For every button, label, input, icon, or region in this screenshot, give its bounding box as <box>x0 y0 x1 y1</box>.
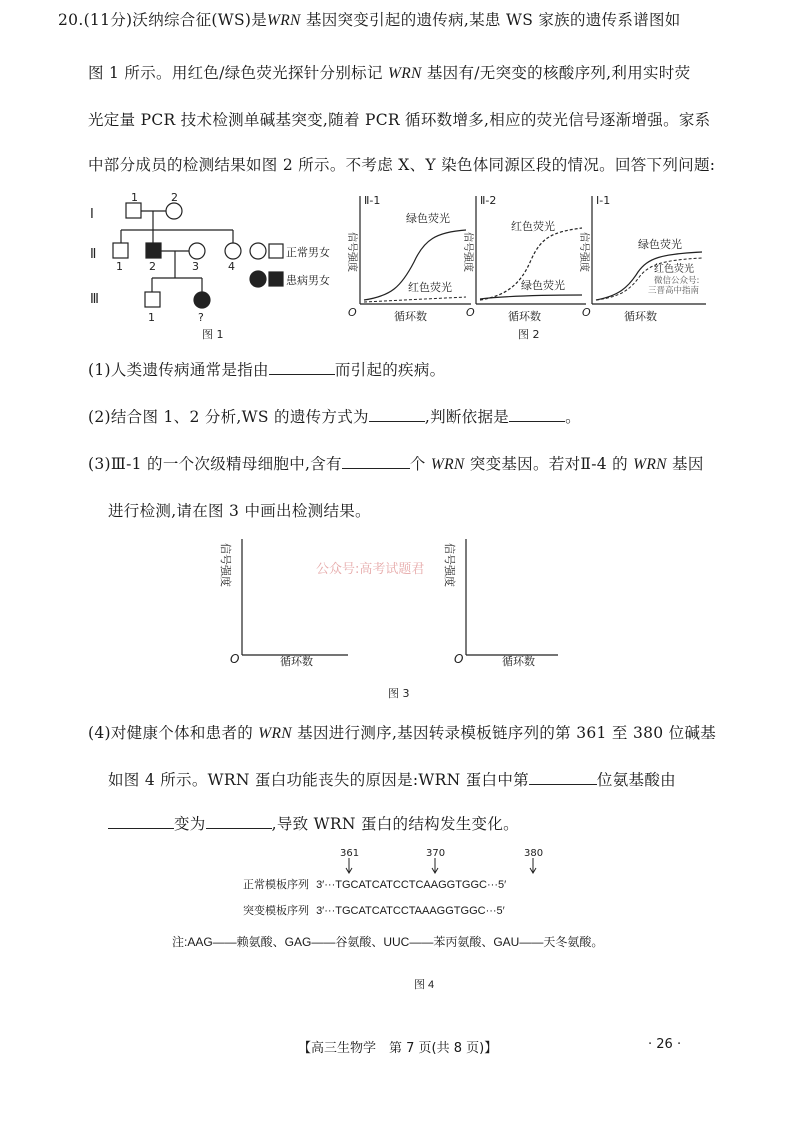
ii2-affected-male <box>146 243 161 258</box>
gen-label-3: Ⅲ <box>90 292 99 307</box>
text: 如图 4 所示。WRN 蛋白功能丧失的原因是:WRN 蛋白中第 <box>108 771 529 789</box>
label: ? <box>198 311 204 324</box>
subquestion-4-line-3 <box>108 812 519 834</box>
codon-note: 注:AAG——赖氨酸、GAG——谷氨酸、UUC——苯丙氨酸、GAU——天冬氨酸。 <box>172 935 604 949</box>
panel-ii-1 <box>346 194 471 323</box>
panel-title: Ⅰ-1 <box>596 194 611 207</box>
y-axis-label: 信号强度 <box>462 232 473 272</box>
gene-name: WRN <box>267 12 301 29</box>
answer-blank-4a[interactable] <box>529 770 597 785</box>
watermark: 公众号:高考试题君 <box>316 562 425 577</box>
origin: O <box>230 652 240 666</box>
figure-4-caption: 图 4 <box>414 979 435 991</box>
subquestion-4 <box>88 721 716 743</box>
x-axis-label: 循环数 <box>624 310 657 323</box>
text: 。 <box>565 408 581 426</box>
panel-title: Ⅱ-2 <box>480 194 497 207</box>
text: 基因有/无突变的核酸序列,利用实时荧 <box>426 64 691 82</box>
question-line-3: 光定量 PCR 技术检测单碱基突变,随着 PCR 循环数增多,相应的荧光信号逐渐增强。家系 <box>88 111 711 129</box>
x-axis-label: 循环数 <box>280 655 313 668</box>
figure-4-markers <box>330 845 560 877</box>
answer-blank-4b[interactable] <box>108 814 174 829</box>
gene-name: WRN <box>258 725 292 742</box>
question-line-2 <box>88 61 690 83</box>
text: (1)人类遗传病通常是指由 <box>88 361 269 379</box>
answer-blank-2a[interactable] <box>369 407 425 422</box>
y-axis-label: 信号强度 <box>219 543 232 587</box>
green-label: 绿色荧光 <box>638 238 682 251</box>
x-axis-label: 循环数 <box>502 655 535 668</box>
answer-blank-3[interactable] <box>342 454 410 469</box>
answer-blank-4c[interactable] <box>206 814 272 829</box>
text: (4)对健康个体和患者的 <box>88 724 254 742</box>
question-score: (11分) <box>83 11 133 29</box>
legend-sick-male <box>269 272 283 286</box>
ii1-normal-male <box>113 243 128 258</box>
green-label: 绿色荧光 <box>521 279 565 292</box>
red-label: 红色荧光 <box>654 264 694 275</box>
red-curve <box>364 297 466 302</box>
pedigree-figure <box>88 188 340 343</box>
figure-1-caption: 图 1 <box>202 328 224 341</box>
gen-label-2: Ⅱ <box>90 247 97 262</box>
watermark: 微信公众号: <box>654 276 700 286</box>
text: ,导致 WRN 蛋白的结构发生变化。 <box>271 815 519 833</box>
label: 3 <box>192 260 199 273</box>
legend-sick-label: 患病男女 <box>286 274 330 287</box>
subquestion-2 <box>88 405 581 427</box>
figure-3-caption: 图 3 <box>388 687 410 700</box>
iii2-affected-female <box>194 292 210 308</box>
normal-template-sequence: 3′···TGCATCATCCTCAAGGTGGC···5′ <box>316 879 507 891</box>
panel-title: Ⅱ-1 <box>364 194 381 207</box>
normal-template-label: 正常模板序列 <box>243 879 309 891</box>
answer-blank-2b[interactable] <box>509 407 565 422</box>
gene-name: WRN <box>430 456 465 473</box>
text: (3)Ⅲ-1 的一个次级精母细胞中,含有 <box>88 455 342 473</box>
text: 变为 <box>174 815 206 833</box>
legend-sick-female <box>250 271 266 287</box>
text: 基因 <box>672 455 704 473</box>
figure-3 <box>218 535 558 705</box>
figure-2 <box>346 192 746 344</box>
question-line-4: 中部分成员的检测结果如图 2 所示。不考虑 X、Y 染色体同源区段的情况。回答下列问题: <box>88 156 716 174</box>
y-axis-label: 信号强度 <box>443 543 456 587</box>
iii1-normal-male <box>145 292 160 307</box>
position-361: 361 <box>340 848 360 859</box>
green-curve <box>480 295 582 299</box>
text: ,判断依据是 <box>424 408 510 426</box>
origin: O <box>348 306 357 319</box>
label: 2 <box>149 260 156 273</box>
text: 沃纳综合征(WS)是 <box>132 11 268 29</box>
gene-name: WRN <box>633 456 667 473</box>
panel-i-1 <box>578 194 706 323</box>
origin: O <box>466 306 475 319</box>
x-axis-label: 循环数 <box>508 310 541 323</box>
x-axis-label: 循环数 <box>394 310 427 323</box>
legend-normal-label: 正常男女 <box>286 246 330 259</box>
question-number: 20. <box>58 11 84 29</box>
origin: O <box>454 652 464 666</box>
legend-normal-female <box>250 243 266 259</box>
label: 1 <box>148 311 155 324</box>
mutant-template-label: 突变模板序列 <box>243 905 309 917</box>
label: 2 <box>171 191 178 204</box>
text: (2)结合图 1、2 分析,WS 的遗传方式为 <box>88 408 369 426</box>
text: 基因进行测序,基因转录模板链序列的第 361 至 380 位碱基 <box>297 724 717 742</box>
green-label: 绿色荧光 <box>406 212 450 225</box>
y-axis-label: 信号强度 <box>346 232 357 272</box>
position-370: 370 <box>426 848 446 859</box>
gen-label-1: Ⅰ <box>90 207 94 222</box>
gene-name: WRN <box>387 65 422 82</box>
label: 1 <box>116 260 123 273</box>
figure-2-caption: 图 2 <box>518 328 540 341</box>
text: 基因突变引起的遗传病,某患 WS 家族的遗传系谱图如 <box>305 11 681 29</box>
red-label: 红色荧光 <box>408 281 452 294</box>
mutant-template-row <box>243 902 505 918</box>
ii4-normal-female <box>225 243 241 259</box>
text: 位氨基酸由 <box>596 771 676 789</box>
red-label: 红色荧光 <box>511 220 555 233</box>
watermark: 三晋高中指南 <box>648 286 700 296</box>
label: 4 <box>228 260 235 273</box>
question-line-1 <box>58 8 681 30</box>
text: 突变基因。若对Ⅱ-4 的 <box>469 455 628 473</box>
text: 个 <box>409 455 426 473</box>
text: 图 1 所示。用红色/绿色荧光探针分别标记 <box>88 64 383 82</box>
answer-blank-1[interactable] <box>269 360 335 375</box>
origin: O <box>582 306 591 319</box>
subquestion-1 <box>88 358 445 380</box>
panel-ii-2 <box>462 194 586 323</box>
subquestion-4-line-2 <box>108 768 676 790</box>
page-footer: 【高三生物学 第 7 页(共 8 页)】 <box>298 1041 498 1056</box>
subquestion-3 <box>88 452 704 474</box>
text: 而引起的疾病。 <box>334 361 446 379</box>
i1-normal-male <box>126 203 141 218</box>
mutant-template-sequence: 3′···TGCATCATCCTAAAGGTGGC···5′ <box>316 905 505 917</box>
ii3-normal-female <box>189 243 205 259</box>
normal-template-row <box>243 876 506 892</box>
label: 1 <box>131 191 138 204</box>
legend-normal-male <box>269 244 283 258</box>
page-number: · 26 · <box>648 1037 682 1052</box>
subquestion-3-line-2: 进行检测,请在图 3 中画出检测结果。 <box>108 502 371 520</box>
position-380: 380 <box>524 848 544 859</box>
i2-normal-female <box>166 203 182 219</box>
y-axis-label: 信号强度 <box>578 232 589 272</box>
